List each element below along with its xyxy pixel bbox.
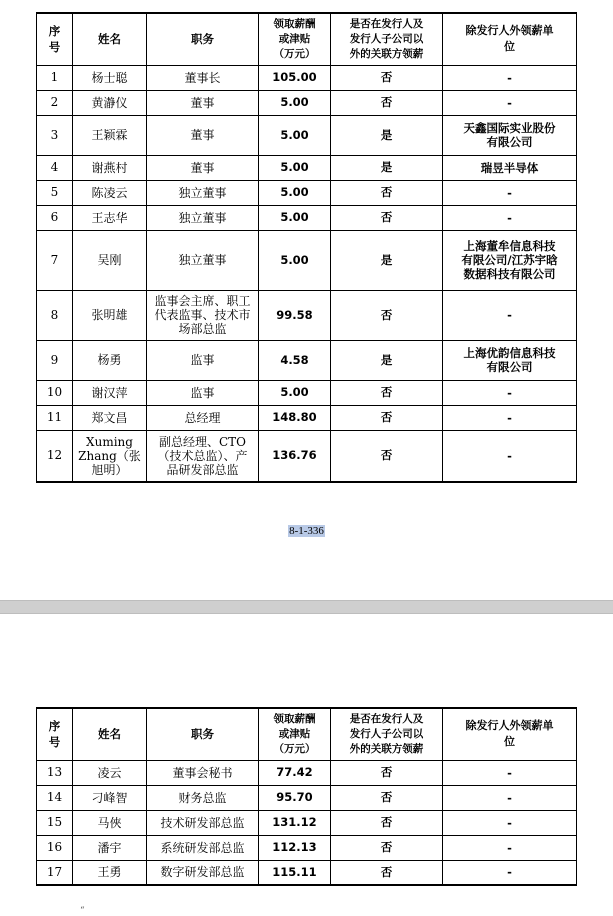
other-employer-cell: - xyxy=(443,810,577,835)
row-index: 15 xyxy=(37,810,73,835)
related-party-cell: 否 xyxy=(331,405,443,430)
person-name: 凌云 xyxy=(73,760,147,785)
other-employer-cell: - xyxy=(443,90,577,115)
header-salary: 领取薪酬 或津贴 （万元） xyxy=(259,13,331,65)
related-party-cell: 否 xyxy=(331,205,443,230)
table-row xyxy=(37,205,577,230)
role-cell: 系统研发部总监 xyxy=(147,835,259,860)
person-name: 刁峰智 xyxy=(73,785,147,810)
table-row xyxy=(37,115,577,155)
salary-cell: 115.11 xyxy=(259,860,331,885)
salary-cell: 5.00 xyxy=(259,205,331,230)
row-index: 7 xyxy=(37,230,73,290)
related-party-cell: 否 xyxy=(331,65,443,90)
row-index: 17 xyxy=(37,860,73,885)
table-row xyxy=(37,65,577,90)
header-other-employer: 除发行人外领薪单 位 xyxy=(443,708,577,760)
other-employer-cell: - xyxy=(443,430,577,482)
person-name: 杨士聪 xyxy=(73,65,147,90)
related-party-cell: 是 xyxy=(331,230,443,290)
row-index: 1 xyxy=(37,65,73,90)
role-cell: 财务总监 xyxy=(147,785,259,810)
salary-cell: 95.70 xyxy=(259,785,331,810)
header-index: 序 号 xyxy=(37,13,73,65)
salary-cell: 5.00 xyxy=(259,155,331,180)
salary-cell: 131.12 xyxy=(259,810,331,835)
table-header-row xyxy=(37,13,577,65)
document-page-2 xyxy=(0,614,613,916)
table-row xyxy=(37,835,577,860)
related-party-cell: 是 xyxy=(331,115,443,155)
role-cell: 总经理 xyxy=(147,405,259,430)
related-party-cell: 否 xyxy=(331,180,443,205)
header-role: 职务 xyxy=(147,708,259,760)
table-row xyxy=(37,760,577,785)
role-cell: 独立董事 xyxy=(147,205,259,230)
table-row xyxy=(37,860,577,885)
header-other-employer: 除发行人外领薪单 位 xyxy=(443,13,577,65)
related-party-cell: 否 xyxy=(331,760,443,785)
role-cell: 监事会主席、职工 代表监事、技术市 场部总监 xyxy=(147,290,259,340)
row-index: 16 xyxy=(37,835,73,860)
header-index: 序 号 xyxy=(37,708,73,760)
role-cell: 独立董事 xyxy=(147,180,259,205)
row-index: 14 xyxy=(37,785,73,810)
other-employer-cell: - xyxy=(443,65,577,90)
header-role: 职务 xyxy=(147,13,259,65)
related-party-cell: 是 xyxy=(331,155,443,180)
role-cell: 董事长 xyxy=(147,65,259,90)
person-name: 吴刚 xyxy=(73,230,147,290)
header-related: 是否在发行人及 发行人子公司以 外的关联方领薪 xyxy=(331,708,443,760)
role-cell: 董事会秘书 xyxy=(147,760,259,785)
role-cell: 监事 xyxy=(147,380,259,405)
other-employer-cell: 上海优韵信息科技 有限公司 xyxy=(443,340,577,380)
table-row xyxy=(37,290,577,340)
salary-cell: 5.00 xyxy=(259,115,331,155)
other-employer-cell: - xyxy=(443,785,577,810)
other-employer-cell: - xyxy=(443,405,577,430)
table-row xyxy=(37,430,577,482)
salary-cell: 136.76 xyxy=(259,430,331,482)
row-index: 8 xyxy=(37,290,73,340)
table-row xyxy=(37,155,577,180)
table-row xyxy=(37,180,577,205)
person-name: 张明雄 xyxy=(73,290,147,340)
header-name: 姓名 xyxy=(73,708,147,760)
person-name: 黄瀞仪 xyxy=(73,90,147,115)
other-employer-cell: - xyxy=(443,290,577,340)
row-index: 13 xyxy=(37,760,73,785)
salary-cell: 99.58 xyxy=(259,290,331,340)
role-cell: 董事 xyxy=(147,155,259,180)
row-index: 11 xyxy=(37,405,73,430)
related-party-cell: 否 xyxy=(331,810,443,835)
other-employer-cell: - xyxy=(443,180,577,205)
row-index: 3 xyxy=(37,115,73,155)
row-index: 5 xyxy=(37,180,73,205)
table-row xyxy=(37,785,577,810)
salary-cell: 5.00 xyxy=(259,180,331,205)
role-cell: 监事 xyxy=(147,340,259,380)
row-index: 9 xyxy=(37,340,73,380)
related-party-cell: 否 xyxy=(331,90,443,115)
header-salary: 领取薪酬 或津贴 （万元） xyxy=(259,708,331,760)
role-cell: 董事 xyxy=(147,90,259,115)
person-name: 王勇 xyxy=(73,860,147,885)
footnote-mark: “ xyxy=(80,906,85,916)
related-party-cell: 否 xyxy=(331,290,443,340)
other-employer-cell: 天鑫国际实业股份 有限公司 xyxy=(443,115,577,155)
related-party-cell: 否 xyxy=(331,430,443,482)
salary-cell: 4.58 xyxy=(259,340,331,380)
row-index: 10 xyxy=(37,380,73,405)
salary-cell: 112.13 xyxy=(259,835,331,860)
row-index: 12 xyxy=(37,430,73,482)
salary-cell: 5.00 xyxy=(259,380,331,405)
person-name: 王颖霖 xyxy=(73,115,147,155)
person-name: 马俠 xyxy=(73,810,147,835)
table-row xyxy=(37,405,577,430)
salary-cell: 105.00 xyxy=(259,65,331,90)
header-related: 是否在发行人及 发行人子公司以 外的关联方领薪 xyxy=(331,13,443,65)
row-index: 6 xyxy=(37,205,73,230)
related-party-cell: 是 xyxy=(331,340,443,380)
other-employer-cell: - xyxy=(443,380,577,405)
page-separator xyxy=(0,600,613,614)
role-cell: 董事 xyxy=(147,115,259,155)
person-name: Xuming Zhang（张 旭明） xyxy=(73,430,147,482)
table-header-row xyxy=(37,708,577,760)
other-employer-cell: 瑞昱半导体 xyxy=(443,155,577,180)
table-row xyxy=(37,380,577,405)
other-employer-cell: - xyxy=(443,760,577,785)
row-index: 4 xyxy=(37,155,73,180)
role-cell: 独立董事 xyxy=(147,230,259,290)
other-employer-cell: - xyxy=(443,835,577,860)
related-party-cell: 否 xyxy=(331,785,443,810)
table-row xyxy=(37,810,577,835)
role-cell: 技术研发部总监 xyxy=(147,810,259,835)
other-employer-cell: - xyxy=(443,205,577,230)
related-party-cell: 否 xyxy=(331,835,443,860)
related-party-cell: 否 xyxy=(331,860,443,885)
role-cell: 数字研发部总监 xyxy=(147,860,259,885)
table-row xyxy=(37,340,577,380)
header-name: 姓名 xyxy=(73,13,147,65)
salary-table-2 xyxy=(36,707,577,886)
role-cell: 副总经理、CTO （技术总监）、产 品研发部总监 xyxy=(147,430,259,482)
table-row xyxy=(37,90,577,115)
salary-cell: 5.00 xyxy=(259,90,331,115)
person-name: 潘宇 xyxy=(73,835,147,860)
page-number: 8-1-336 xyxy=(289,525,324,537)
other-employer-cell: 上海董牟信息科技 有限公司/江苏宇晗 数据科技有限公司 xyxy=(443,230,577,290)
salary-cell: 77.42 xyxy=(259,760,331,785)
salary-table-1 xyxy=(36,12,577,483)
person-name: 郑文昌 xyxy=(73,405,147,430)
person-name: 谢汉萍 xyxy=(73,380,147,405)
table-row xyxy=(37,230,577,290)
person-name: 王志华 xyxy=(73,205,147,230)
salary-cell: 5.00 xyxy=(259,230,331,290)
person-name: 谢燕村 xyxy=(73,155,147,180)
person-name: 陈凌云 xyxy=(73,180,147,205)
salary-cell: 148.80 xyxy=(259,405,331,430)
other-employer-cell: - xyxy=(443,860,577,885)
row-index: 2 xyxy=(37,90,73,115)
person-name: 杨勇 xyxy=(73,340,147,380)
related-party-cell: 否 xyxy=(331,380,443,405)
